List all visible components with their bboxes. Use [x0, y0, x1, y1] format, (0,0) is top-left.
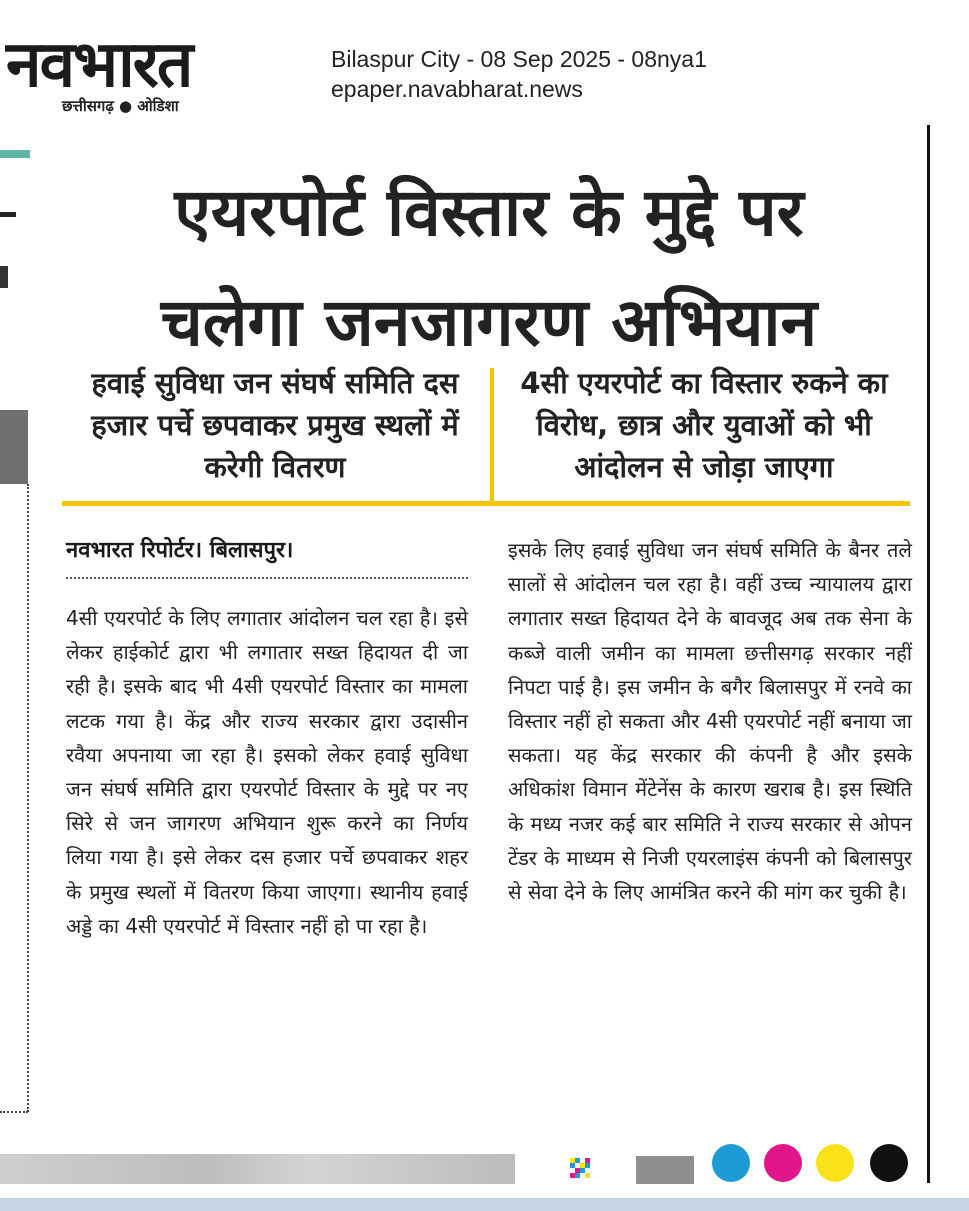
registration-mark-icon	[570, 1158, 590, 1178]
edition-info	[331, 44, 707, 104]
column-divider-dotted	[27, 484, 29, 1112]
article-body-column-2: इसके लिए हवाई सुविधा जन संघर्ष समिति के बैनर तले सालों से आंदोलन चल रहा है। वहीं उच्च न्यायालय द्वारा लगातार सख्त हिदायत देने के बावजूद अब तक सेना के कब्जे वाली जमीन का मामला छत्तीसगढ़ सरकार नहीं निपटा पाई है। इस जमीन के बगैर बिलासपुर में रनवे का विस्तार नहीं हो सकता और 4सी एयरपोर्ट नहीं बनाया जा सकता। यह केंद्र सरकार की कंपनी है और इसके अधिकांश विमान मेंटेनेंस के कारण खराब है। इस स्थिति के मध्य नजर कई बार समिति ने राज्य सरकार से ओपन टेंडर के माध्यम से निजी एयरलाइंस कंपनी को बिलासपुर से सेवा देने के लिए आमंत्रित करने की मांग कर चुकी है।	[508, 538, 912, 905]
headline-line-2: चलेगा जनजागरण अभियान	[160, 284, 818, 361]
viewer-bottom-band	[0, 1198, 969, 1211]
byline-rule	[66, 577, 468, 579]
print-gradient-bar	[0, 1154, 515, 1184]
epaper-url: epaper.navabharat.news	[331, 76, 583, 102]
kicker-right: 4सी एयरपोर्ट का विस्तार रुकने का विरोध, छात्र और युवाओं को भी आंदोलन से जोड़ा जाएगा	[520, 366, 888, 484]
kicker-divider	[490, 368, 494, 502]
yellow-print-dot	[816, 1144, 854, 1182]
adjacent-article-accent	[0, 150, 30, 158]
magenta-print-dot	[764, 1144, 802, 1182]
article-body-column-1: 4सी एयरपोर्ट के लिए लगातार आंदोलन चल रहा है। इसे लेकर हाईकोर्ट द्वारा भी लगातार सख्त हिदायत दी जा रही है। इसके बाद भी 4सी एयरपोर्ट विस्तार का मामला लटक गया है। केंद्र और राज्य सरकार द्वारा उदासीन रवैया अपनाया जा रहा है। इसको लेकर हवाई सुविधा जन संघर्ष समिति द्वारा एयरपोर्ट विस्तार के मुद्दे पर नए सिरे से जन जागरण अभियान शुरू करने का निर्णय लिया गया है। इसे लेकर दस हजार पर्चे छपवाकर शहर के प्रमुख स्थलों में वितरण किया जाएगा। स्थानीय हवाई अड्डे का 4सी एयरपोर्ट में विस्तार नहीं हो पा रहा है।	[66, 606, 468, 938]
column-rule	[927, 125, 930, 1183]
grey-color-swatch	[636, 1156, 694, 1184]
adjacent-article-image	[0, 410, 28, 484]
newspaper-logo	[6, 28, 306, 120]
cyan-print-dot	[712, 1144, 750, 1182]
edition-line: Bilaspur City - 08 Sep 2025 - 08nya1	[331, 46, 707, 72]
logo-subtitle: छत्तीसगढ़ ● ओडिशा	[62, 97, 179, 115]
article-kickers	[62, 362, 910, 504]
kicker-left: हवाई सुविधा जन संघर्ष समिति दस हजार पर्चे छपवाकर प्रमुख स्थलों में करेगी वितरण	[91, 366, 459, 484]
adjacent-article-fragment	[0, 212, 16, 253]
headline-line-1: एयरपोर्ट विस्तार के मुद्दे पर	[174, 174, 804, 251]
article-headline	[60, 158, 918, 378]
kicker-underline	[62, 501, 910, 506]
column-divider-dotted	[0, 1111, 28, 1113]
logo-wordmark: नवभारत	[6, 28, 192, 102]
adjacent-article-fragment	[0, 266, 8, 288]
black-print-dot	[870, 1144, 908, 1182]
article-byline: नवभारत रिपोर्टर। बिलासपुर।	[66, 538, 294, 563]
